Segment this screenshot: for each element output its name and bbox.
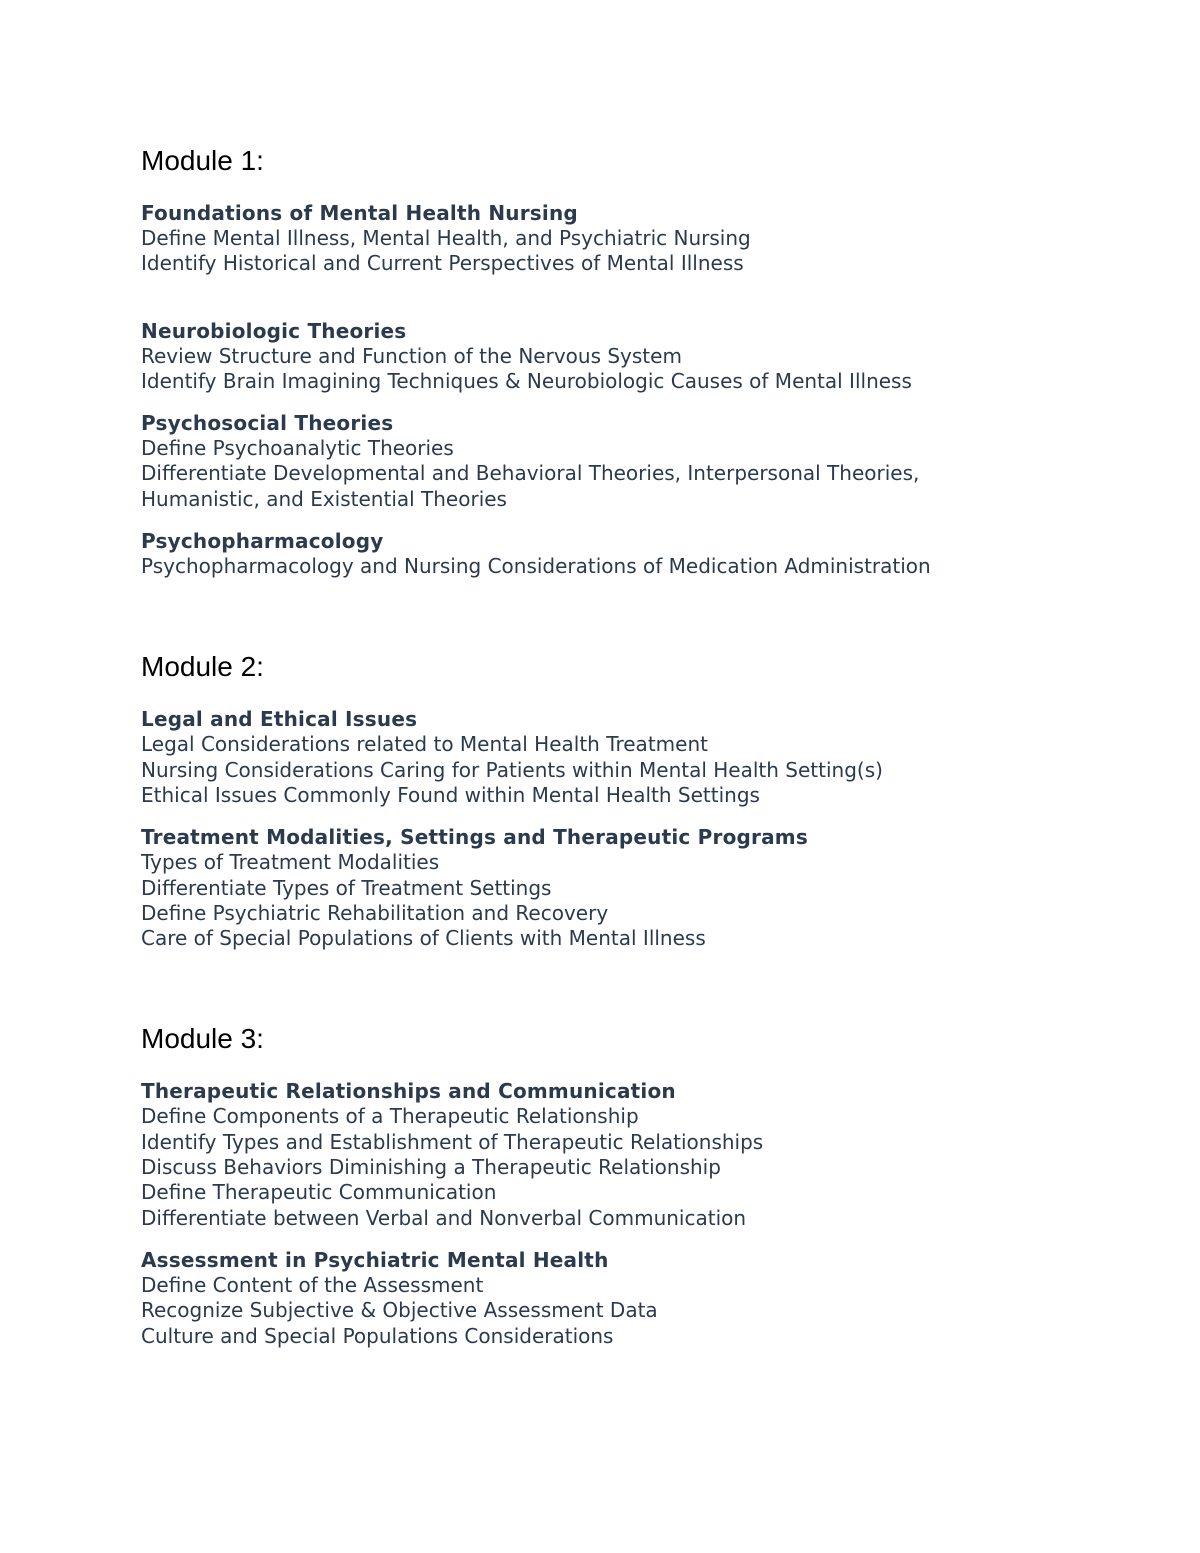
topic-psychopharmacology xyxy=(141,529,1141,579)
module-title: Module 2: xyxy=(141,651,264,683)
topic-line: Define Psychiatric Rehabilitation and Recovery xyxy=(141,900,609,925)
topic-line: Psychopharmacology and Nursing Considerations of Medication Administration xyxy=(141,554,931,579)
topic-title: Treatment Modalities, Settings and Therapeutic Programs xyxy=(141,825,808,850)
topic-line: Identify Types and Establishment of Therapeutic Relationships xyxy=(141,1129,764,1154)
topic-title: Legal and Ethical Issues xyxy=(141,707,418,732)
module-title: Module 3: xyxy=(141,1023,264,1055)
topic-line: Review Structure and Function of the Nervous System xyxy=(141,343,682,368)
spacer xyxy=(141,808,1141,825)
topic-title: Psychopharmacology xyxy=(141,529,384,554)
spacer xyxy=(141,951,1141,1019)
topic-title: Foundations of Mental Health Nursing xyxy=(141,201,578,225)
topic-line: Differentiate between Verbal and Nonverbal Communication xyxy=(141,1205,747,1230)
spacer xyxy=(141,1231,1141,1248)
topic-line: Discuss Behaviors Diminishing a Therapeutic Relationship xyxy=(141,1155,721,1180)
topic-foundations xyxy=(141,201,1141,277)
topic-title: Assessment in Psychiatric Mental Health xyxy=(141,1247,609,1272)
topic-line: Identify Brain Imagining Techniques & Neurobiologic Causes of Mental Illness xyxy=(141,368,912,393)
topic-line: Care of Special Populations of Clients with Mental Illness xyxy=(141,926,706,951)
topic-psychosocial xyxy=(141,411,1141,512)
topic-line: Define Components of a Therapeutic Relationship xyxy=(141,1104,639,1129)
topic-line: Ethical Issues Commonly Found within Mental Health Settings xyxy=(141,782,760,807)
module-title: Module 1: xyxy=(141,145,264,176)
topic-line: Nursing Considerations Caring for Patients within Mental Health Setting(s) xyxy=(141,757,883,782)
topic-line: Culture and Special Populations Considerations xyxy=(141,1323,614,1348)
topic-line: Differentiate Developmental and Behavioral Theories, Interpersonal Theories, xyxy=(141,461,920,486)
topic-line: Recognize Subjective & Objective Assessment Data xyxy=(141,1298,658,1323)
document-page xyxy=(141,141,1141,1349)
topic-line: Define Psychoanalytic Theories xyxy=(141,436,454,461)
topic-line: Humanistic, and Existential Theories xyxy=(141,486,507,511)
topic-line: Types of Treatment Modalities xyxy=(141,850,440,875)
spacer xyxy=(141,277,1141,319)
topic-line: Legal Considerations related to Mental Health Treatment xyxy=(141,732,708,757)
topic-legal-ethical xyxy=(141,707,1141,808)
module-2 xyxy=(141,647,1141,951)
topic-line: Define Mental Illness, Mental Health, and Psychiatric Nursing xyxy=(141,226,751,250)
topic-line: Define Content of the Assessment xyxy=(141,1272,484,1297)
topic-therapeutic-relationships xyxy=(141,1079,1141,1230)
module-3 xyxy=(141,1019,1141,1348)
topic-treatment-modalities xyxy=(141,825,1141,951)
topic-title: Neurobiologic Theories xyxy=(141,318,407,343)
spacer xyxy=(141,579,1141,647)
spacer xyxy=(141,394,1141,411)
topic-title: Therapeutic Relationships and Communication xyxy=(141,1079,676,1104)
topic-title: Psychosocial Theories xyxy=(141,411,394,436)
spacer xyxy=(141,512,1141,529)
topic-assessment xyxy=(141,1248,1141,1349)
module-1 xyxy=(141,141,1141,579)
topic-line: Identify Historical and Current Perspectives of Mental Illness xyxy=(141,251,744,276)
topic-line: Differentiate Types of Treatment Settings xyxy=(141,875,552,900)
topic-line: Define Therapeutic Communication xyxy=(141,1180,497,1205)
topic-neurobiologic xyxy=(141,319,1141,395)
